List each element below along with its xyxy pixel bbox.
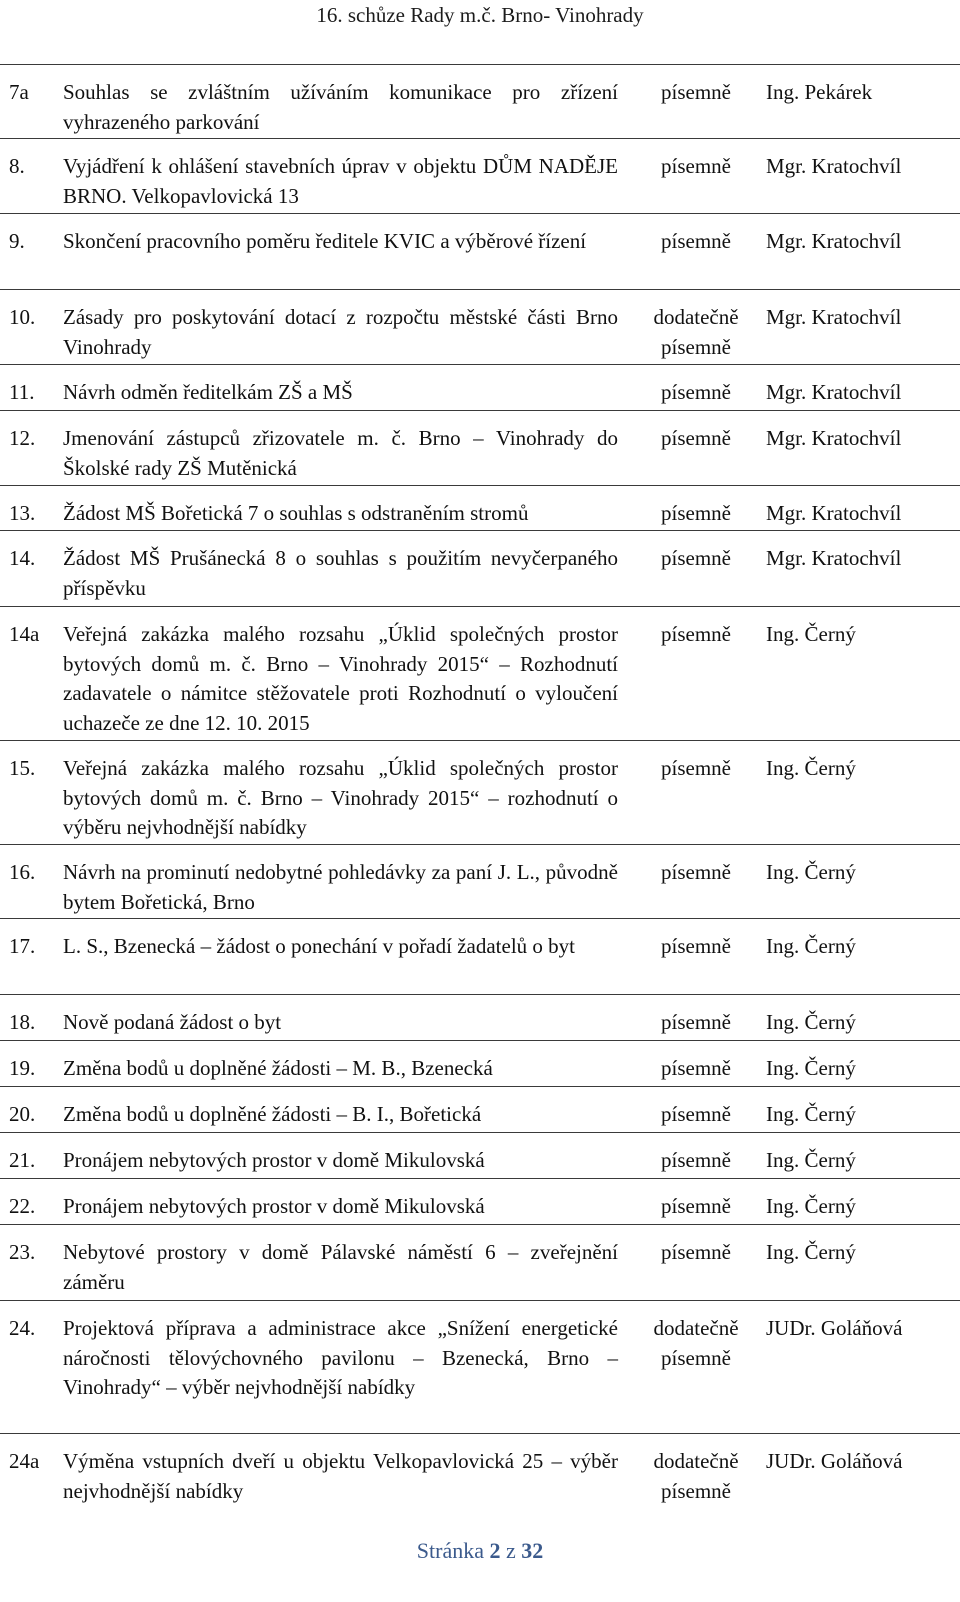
item-form: písemně: [661, 1010, 731, 1034]
item-responsible: Mgr. Kratochvíl: [766, 229, 902, 253]
item-form: písemně: [661, 426, 731, 450]
item-number: 14a: [9, 622, 40, 646]
item-subject: Žádost MŠ Bořetická 7 o souhlas s odstraněním stromů: [63, 501, 529, 525]
item-subject: Návrh odměn ředitelkám ZŠ a MŠ: [63, 380, 353, 404]
page-label: Stránka: [416, 1538, 484, 1563]
item-responsible: Mgr. Kratochvíl: [766, 305, 902, 329]
item-form: písemně: [661, 622, 731, 646]
item-subject: Výměna vstupních dveří u objektu Velkopavlovická 25 – výběr nejvhodnější nabídky: [63, 1449, 618, 1503]
item-responsible: Mgr. Kratochvíl: [766, 380, 902, 404]
item-form: písemně: [661, 80, 731, 104]
item-form: písemně: [661, 546, 731, 570]
item-subject: Pronájem nebytových prostor v domě Mikulovská: [63, 1194, 485, 1218]
item-form: písemně: [661, 1240, 731, 1264]
agenda-table: [0, 64, 960, 1513]
item-form: písemně: [661, 756, 731, 780]
item-responsible: Ing. Černý: [766, 934, 856, 958]
item-number: 15.: [9, 756, 36, 780]
table-row: [0, 411, 960, 486]
table-row: [0, 1041, 960, 1087]
item-responsible: Mgr. Kratochvíl: [766, 501, 902, 525]
item-number: 17.: [9, 934, 36, 958]
item-number: 7a: [9, 80, 29, 104]
item-responsible: Ing. Černý: [766, 1056, 856, 1080]
table-row: [0, 1434, 960, 1513]
table-row: [0, 365, 960, 411]
item-number: 14.: [9, 546, 36, 570]
item-subject: Žádost MŠ Prušánecká 8 o souhlas s použitím nevyčerpaného příspěvku: [63, 546, 618, 600]
table-row: [0, 607, 960, 741]
item-responsible: Ing. Černý: [766, 1102, 856, 1126]
item-number: 9.: [9, 229, 25, 253]
item-number: 13.: [9, 501, 36, 525]
item-form: písemně: [661, 1148, 731, 1172]
item-number: 24a: [9, 1449, 40, 1473]
item-subject: Veřejná zakázka malého rozsahu „Úklid společných prostor bytových domů m. č. Brno – Vinohrady 2015“ – Rozhodnutí zadavatele o námitce stěžovatele proti Rozhodnutí o vyloučení uchazeče ze dne 12. 10. 2015: [63, 622, 618, 735]
table-row: [0, 845, 960, 919]
item-responsible: Ing. Černý: [766, 622, 856, 646]
item-subject: Změna bodů u doplněné žádosti – B. I., Bořetická: [63, 1102, 482, 1126]
item-number: 21.: [9, 1148, 36, 1172]
table-row: [0, 1179, 960, 1225]
table-row: [0, 1301, 960, 1434]
table-row: [0, 1133, 960, 1179]
item-responsible: Ing. Černý: [766, 1194, 856, 1218]
item-responsible: Ing. Černý: [766, 1240, 856, 1264]
item-subject: Souhlas se zvláštním užíváním komunikace pro zřízení vyhrazeného parkování: [63, 80, 618, 134]
item-form: písemně: [661, 1102, 731, 1126]
item-subject: Návrh na prominutí nedobytné pohledávky za paní J. L., původně bytem Bořetická, Brno: [63, 860, 618, 914]
table-row: [0, 1087, 960, 1133]
table-row: [0, 290, 960, 365]
meeting-title: 16. schůze Rady m.č. Brno- Vinohrady: [316, 3, 644, 27]
item-number: 8.: [9, 154, 25, 178]
item-responsible: Ing. Pekárek: [766, 80, 873, 104]
item-number: 24.: [9, 1316, 36, 1340]
item-subject: Pronájem nebytových prostor v domě Mikulovská: [63, 1148, 485, 1172]
item-number: 20.: [9, 1102, 36, 1126]
item-number: 18.: [9, 1010, 36, 1034]
item-responsible: Ing. Černý: [766, 860, 856, 884]
page-number: 2: [489, 1538, 501, 1563]
item-number: 11.: [9, 380, 35, 404]
item-responsible: Mgr. Kratochvíl: [766, 426, 902, 450]
item-subject: Skončení pracovního poměru ředitele KVIC a výběrové řízení: [63, 229, 587, 253]
page-total: 32: [521, 1538, 544, 1563]
table-row: [0, 486, 960, 531]
item-responsible: JUDr. Goláňová: [766, 1449, 903, 1473]
item-subject: Nebytové prostory v domě Pálavské náměstí 6 – zveřejnění záměru: [63, 1240, 618, 1294]
item-subject: Jmenování zástupců zřizovatele m. č. Brno – Vinohrady do Školské rady ZŠ Mutěnická: [63, 426, 618, 480]
item-responsible: Ing. Černý: [766, 1010, 856, 1034]
item-subject: L. S., Bzenecká – žádost o ponechání v pořadí žadatelů o byt: [63, 934, 575, 958]
item-form: dodatečně písemně: [653, 1449, 739, 1503]
table-row: [0, 65, 960, 139]
table-row: [0, 919, 960, 995]
item-form: písemně: [661, 380, 731, 404]
item-number: 10.: [9, 305, 36, 329]
item-subject: Zásady pro poskytování dotací z rozpočtu městské části Brno Vinohrady: [63, 305, 618, 359]
item-form: písemně: [661, 229, 731, 253]
item-responsible: Ing. Černý: [766, 1148, 856, 1172]
page-separator: z: [505, 1538, 516, 1563]
item-responsible: Mgr. Kratochvíl: [766, 546, 902, 570]
item-number: 22.: [9, 1194, 36, 1218]
table-row: [0, 214, 960, 290]
table-row: [0, 995, 960, 1041]
item-number: 12.: [9, 426, 36, 450]
item-number: 23.: [9, 1240, 36, 1264]
item-responsible: Ing. Černý: [766, 756, 856, 780]
item-responsible: JUDr. Goláňová: [766, 1316, 903, 1340]
page-footer: [0, 1538, 960, 1564]
item-subject: Nově podaná žádost o byt: [63, 1010, 282, 1034]
page-header: [0, 0, 960, 34]
item-subject: Změna bodů u doplněné žádosti – M. B., Bzenecká: [63, 1056, 493, 1080]
item-number: 19.: [9, 1056, 36, 1080]
item-responsible: Mgr. Kratochvíl: [766, 154, 902, 178]
table-row: [0, 741, 960, 845]
table-row: [0, 1225, 960, 1301]
item-form: písemně: [661, 1056, 731, 1080]
item-subject: Veřejná zakázka malého rozsahu „Úklid společných prostor bytových domů m. č. Brno – Vinohrady 2015“ – rozhodnutí o výběru nejvhodnější nabídky: [63, 756, 618, 840]
item-number: 16.: [9, 860, 36, 884]
item-form: dodatečně písemně: [653, 1316, 739, 1370]
item-form: písemně: [661, 860, 731, 884]
item-subject: Vyjádření k ohlášení stavebních úprav v objektu DŮM NADĚJE BRNO. Velkopavlovická 13: [63, 154, 618, 208]
table-row: [0, 139, 960, 214]
table-row: [0, 531, 960, 607]
item-form: písemně: [661, 154, 731, 178]
item-subject: Projektová příprava a administrace akce „Snížení energetické náročnosti tělovýchovného pavilonu – Bzenecká, Brno – Vinohrady“ – výběr nejvhodnější nabídky: [63, 1316, 618, 1400]
item-form: písemně: [661, 1194, 731, 1218]
item-form: písemně: [661, 934, 731, 958]
item-form: dodatečně písemně: [653, 305, 739, 359]
item-form: písemně: [661, 501, 731, 525]
